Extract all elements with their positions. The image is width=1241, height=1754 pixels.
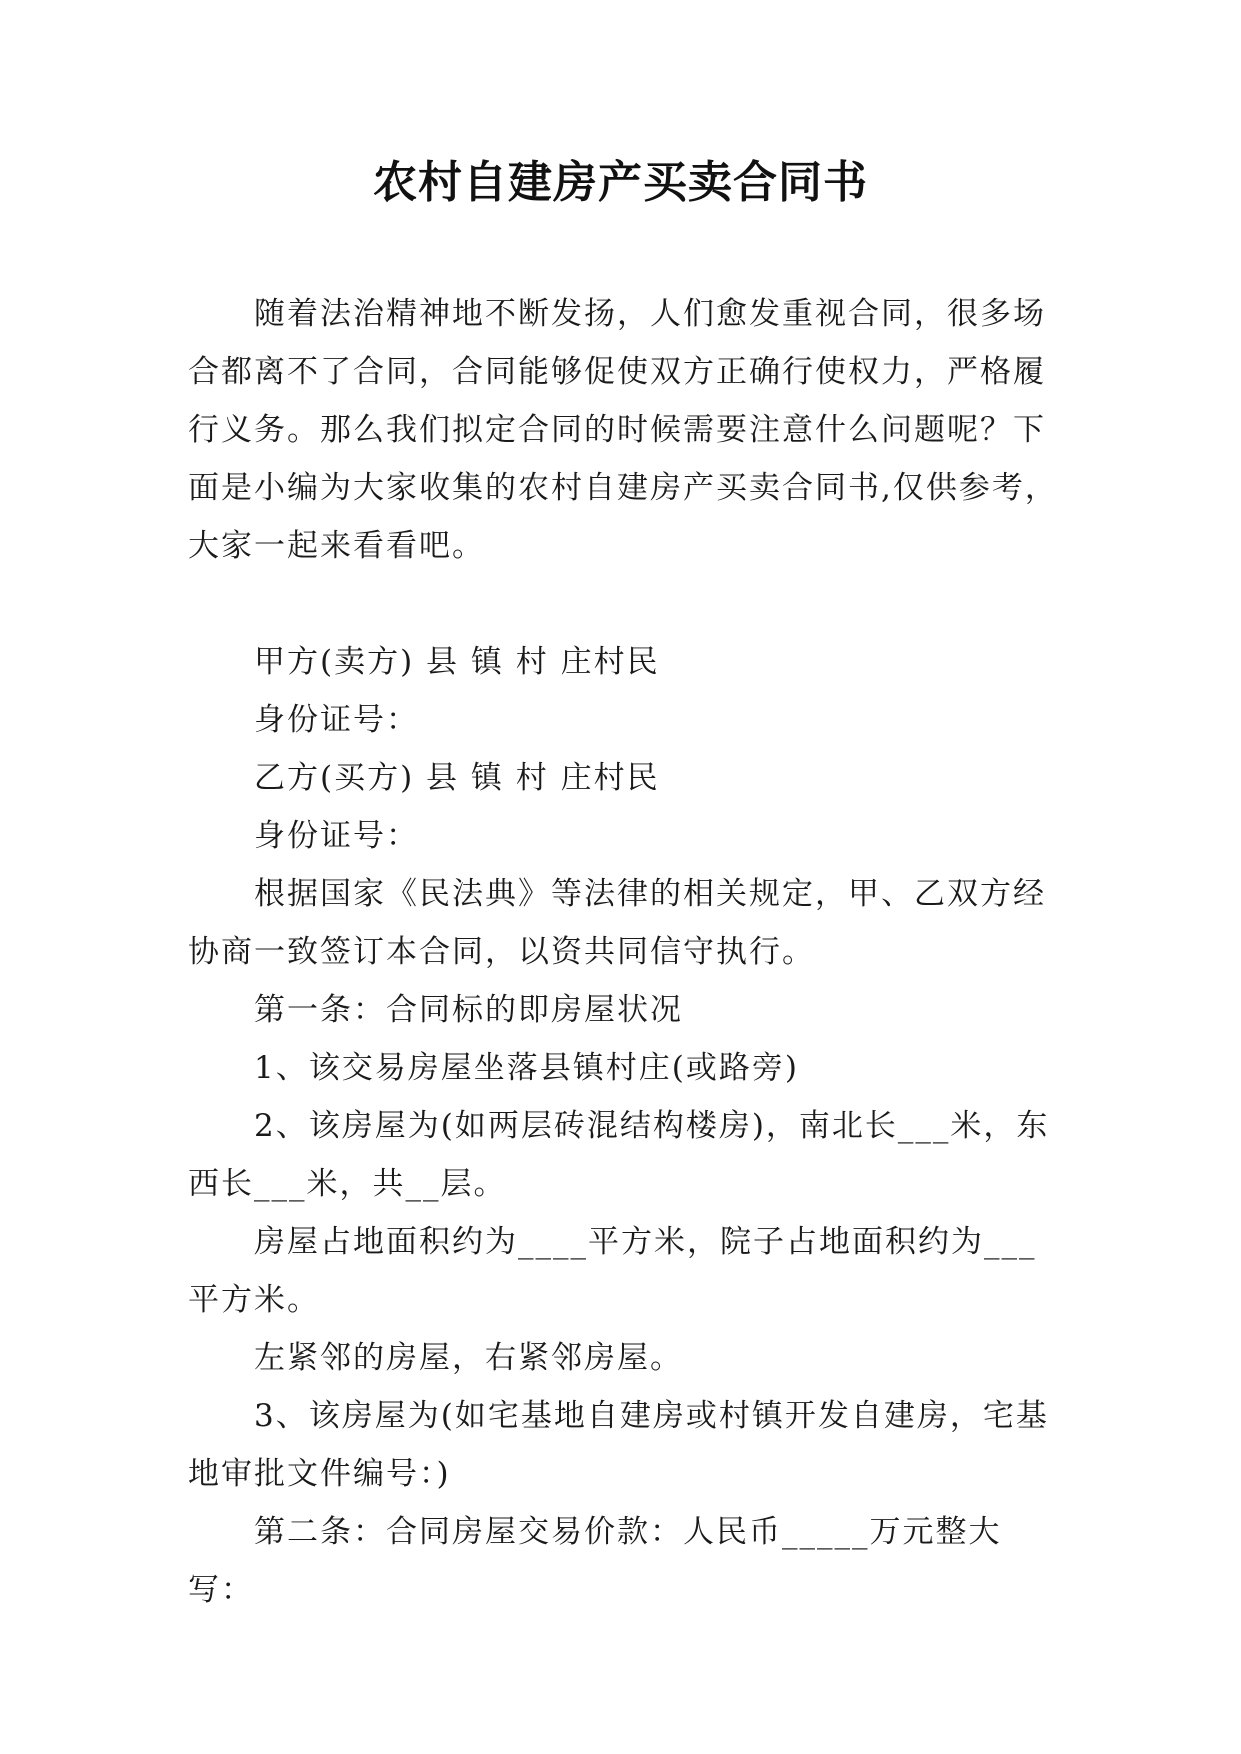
party-a-id-line: 身份证号： [254,702,419,738]
basis-paragraph: 根据国家《民法典》等法律的相关规定，甲、乙双方经协商一致签订本合同，以资共同信守执行。 [188,876,1046,970]
neighbors-paragraph: 左紧邻的房屋，右紧邻房屋。 [254,1340,683,1376]
area-paragraph: 房屋占地面积约为____平方米，院子占地面积约为___平方米。 [188,1224,1037,1318]
paragraph-gap [188,575,1058,633]
document-title: 农村自建房产买卖合同书 [373,157,868,208]
party-b-id-line: 身份证号： [254,818,419,854]
article-1-item-3: 3、该房屋为(如宅基地自建房或村镇开发自建房，宅基地审批文件编号：) [188,1398,1049,1492]
article-2-line: 第二条：合同房屋交易价款：人民币_____万元整大写： [188,1514,1002,1608]
article-1-item-2: 2、该房屋为(如两层砖混结构楼房)，南北长___米，东西长___米，共__层。 [188,1108,1050,1202]
article-1-item-1: 1、该交易房屋坐落县镇村庄(或路旁) [254,1050,799,1086]
party-b-line: 乙方(买方) 县 镇 村 庄村民 [254,760,660,796]
party-a-line: 甲方(卖方) 县 镇 村 庄村民 [254,644,660,680]
document-body [188,285,1058,1619]
intro-paragraph: 随着法治精神地不断发扬，人们愈发重视合同，很多场合都离不了合同，合同能够促使双方正确行使权力，严格履行义务。那么我们拟定合同的时候需要注意什么问题呢？下面是小编为大家收集的农村自建房产买卖合同书,仅供参考，大家一起来看看吧。 [188,296,1058,564]
article-1-heading: 第一条：合同标的即房屋状况 [254,992,683,1028]
